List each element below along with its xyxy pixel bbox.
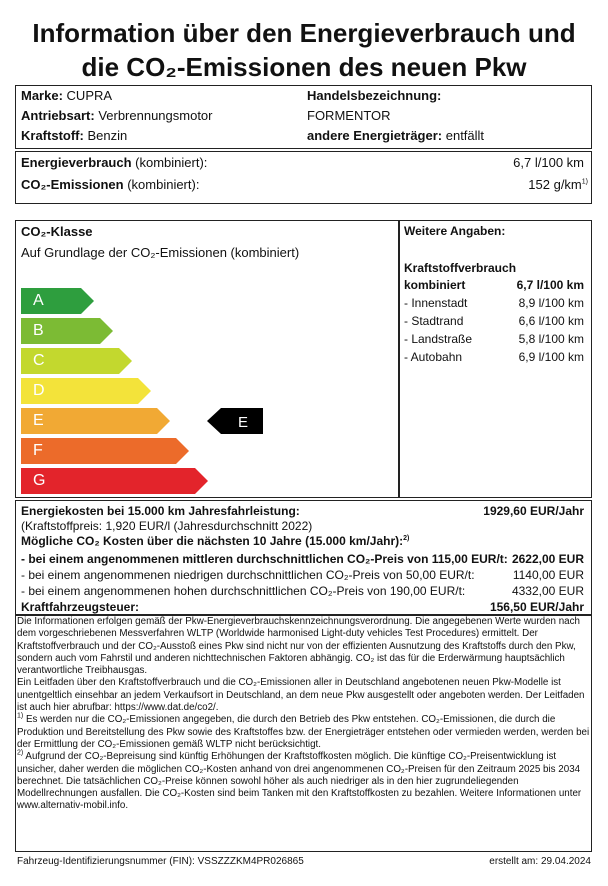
title-line-2: die CO₂-Emissionen des neuen Pkw	[81, 52, 527, 82]
fin-label: Fahrzeug-Identifizierungsnummer (FIN): VSSZZZKM4PR026865	[17, 856, 304, 867]
hoch-value: 4332,00 EUR	[511, 584, 584, 598]
co2-class-arrow-b	[21, 318, 113, 344]
energie-suffix: (kombiniert):	[135, 155, 208, 170]
antrieb-row	[21, 108, 213, 124]
weitere-row-label: - Stadtrand	[404, 314, 464, 328]
antrieb-label: Antriebsart:	[21, 108, 95, 123]
co2-class-letter: B	[33, 322, 44, 339]
co2-class-arrow-a	[21, 288, 94, 314]
co2-kosten-footnote-marker: 2)	[403, 535, 410, 542]
co2-class-letter: E	[33, 412, 44, 429]
energie-row	[21, 155, 207, 171]
co2-class-letter: C	[33, 352, 45, 369]
marke-value: CUPRA	[66, 88, 113, 103]
page-title	[0, 16, 608, 84]
steuer-label: Kraftfahrzeugsteuer:	[21, 600, 140, 614]
legal-paragraph-3	[17, 714, 591, 751]
co2-row	[21, 177, 199, 193]
weitere-row-value: 6,7 l/100 km	[516, 278, 584, 292]
handel-label: Handelsbezeichnung:	[307, 88, 442, 103]
co2-class-heading: CO₂-Klasse	[21, 224, 93, 239]
andere-value: entfällt	[445, 128, 485, 143]
title-line-1: Information über den Energieverbrauch und	[32, 18, 576, 48]
weitere-row-label: - Innenstadt	[404, 296, 468, 310]
co2-value: 152 g/km	[528, 177, 582, 192]
niedrig-label: - bei einem angenommenen niedrigen durchschnittlichen CO₂-Preis von 50,00 EUR/t:	[21, 568, 475, 582]
handel-value: FORMENTOR	[307, 108, 391, 123]
co2-footnote-marker: 1)	[581, 178, 588, 186]
weitere-row-value: 5,8 l/100 km	[518, 332, 584, 346]
co2-class-arrow-g	[21, 468, 208, 494]
energie-value: 6,7 l/100 km	[513, 155, 584, 170]
co2-class-letter: G	[33, 472, 46, 489]
energie-label: Energieverbrauch	[21, 155, 132, 170]
footnote-2-marker: 2)	[17, 750, 24, 757]
kraftstoff-label: Kraftstoff:	[21, 128, 84, 143]
co2-label: CO₂-Emissionen	[21, 177, 124, 192]
weitere-row-label: - Autobahn	[404, 350, 463, 364]
co2-kosten-heading: Mögliche CO₂ Kosten über die nächsten 10 Jahre (15.000 km/Jahr):	[21, 534, 404, 548]
legal-paragraph-2: Ein Leitfaden über den Kraftstoffverbrauch und die CO₂-Emissionen aller in Deutschland angebotenen neuen Pkw-Modelle ist unentgeltlich einsehbar an jedem Verkaufsort in Deutschland, an dem neue Pkw ausgestellt oder angeboten werden. Der Leitfaden ist auch hier abrufbar: https://www.dat.de/co2/.	[17, 677, 585, 714]
legal-text	[17, 616, 591, 813]
energiekosten-label: Energiekosten bei 15.000 km Jahresfahrleistung:	[21, 504, 300, 518]
co2-kosten-heading-row	[21, 534, 409, 549]
co2-class-arrow-d	[21, 378, 151, 404]
marke-label: Marke:	[21, 88, 63, 103]
legal-paragraph-4	[17, 751, 591, 812]
andere-label: andere Energieträger:	[307, 128, 443, 143]
co2-class-subtitle: Auf Grundlage der CO₂-Emissionen (kombiniert)	[21, 245, 300, 260]
andere-row	[307, 128, 484, 144]
weitere-row-label: - Landstraße	[404, 332, 473, 346]
co2-class-letter: F	[33, 442, 43, 459]
kraftstoff-value: Benzin	[87, 128, 128, 143]
kraftstoff-row	[21, 128, 127, 144]
current-class-indicator	[207, 408, 263, 434]
footnote-2-text: Aufgrund der CO₂-Bepreisung sind künftig Erhöhungen der Kraftstoffkosten möglich. Die künftige CO₂-Preisentwicklung ist unsicher, daher werden die möglichen CO₂-Kosten anhand von drei angenommenen CO₂-Preisen für den Zeitraum 2025 bis 2034 berechnet. Die tatsächlichen CO₂-Preise können sowohl höher als auch niedriger als in den hier zugrundeliegenden Modellrechnungen ausfallen. Die CO₂-Kosten sind beim Tanken mit den Kraftstoffkosten zu bezahlen. Weitere Informationen unter www.alternativ-mobil.info.	[17, 751, 582, 812]
legal-paragraph-1: Die Informationen erfolgen gemäß der Pkw-Energieverbrauchskennzeichnungsverordnung. Die angegebenen Werte wurden nach dem vorgeschriebenen Messverfahren WLTP (Worldwide harmonised Light-duty vehicles Test Procedures) ermittelt. Der Kraftstoffverbrauch und der CO₂-Ausstoß eines Pkw sind nicht nur von der effizienten Ausnutzung des Kraftstoffs durch den Pkw, sondern auch vom Fahrstil und anderen nichttechnischen Faktoren abhängig. CO₂ ist das für die Erderwärmung hauptsächlich verantwortliche Treibhausgas.	[17, 616, 580, 677]
antrieb-value: Verbrennungsmotor	[98, 108, 213, 123]
co2-suffix: (kombiniert):	[127, 177, 200, 192]
weitere-heading: Weitere Angaben:	[404, 224, 506, 238]
creation-date: erstellt am: 29.04.2024	[489, 856, 591, 867]
weitere-row-value: 8,9 l/100 km	[518, 296, 584, 310]
co2-class-letter: A	[33, 292, 44, 309]
weitere-row-value: 6,9 l/100 km	[518, 350, 584, 364]
steuer-value: 156,50 EUR/Jahr	[489, 600, 584, 614]
weitere-row-label: kombiniert	[404, 278, 466, 292]
energiekosten-value: 1929,60 EUR/Jahr	[483, 504, 584, 518]
co2-class-letter: D	[33, 382, 45, 399]
hoch-label: - bei einem angenommenen hohen durchschnittlichen CO₂-Preis von 190,00 EUR/t:	[21, 584, 466, 598]
mittel-value: 2622,00 EUR	[511, 552, 584, 566]
co2-value-row	[528, 177, 588, 193]
weitere-subheading: Kraftstoffverbrauch	[404, 261, 517, 275]
co2-class-arrow-f	[21, 438, 189, 464]
footnote-1-marker: 1)	[17, 713, 24, 721]
footnote-1-text: Es werden nur die CO₂-Emissionen angegeben, die durch den Betrieb des Pkw entstehen. CO₂-Emissionen, die durch die Produktion und Bereitstellung des Pkw sowie des Kraftstoffes bzw. der Energieträger entstehen oder vermieden werden, werden bei der Ermittlung der CO₂-Emissionen gemäß WLTP nicht berücksichtigt.	[17, 714, 590, 750]
current-class-label: E	[237, 414, 249, 431]
kraftstoffpreis-note: (Kraftstoffpreis: 1,920 EUR/l (Jahresdurchschnitt 2022)	[21, 519, 313, 533]
mittel-label: - bei einem angenommenen mittleren durchschnittlichen CO₂-Preis von 115,00 EUR/t:	[21, 552, 508, 566]
co2-class-arrow-c	[21, 348, 132, 374]
co2-class-arrow-e	[21, 408, 170, 434]
weitere-row-value: 6,6 l/100 km	[518, 314, 584, 328]
niedrig-value: 1140,00 EUR	[512, 568, 584, 582]
marke-row	[21, 88, 112, 104]
